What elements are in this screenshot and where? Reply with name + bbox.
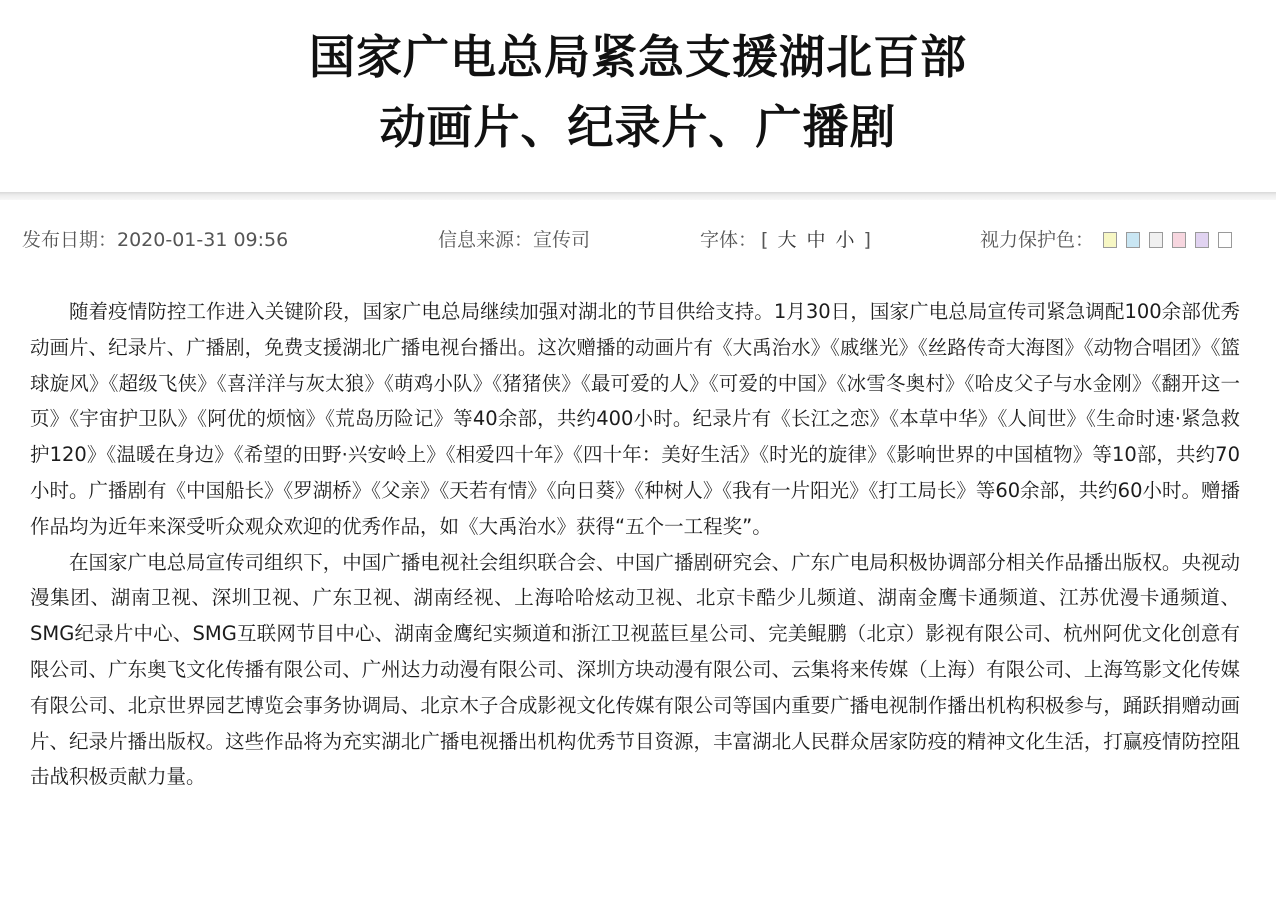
color-swatch-white[interactable]: [1218, 232, 1232, 248]
eye-protection-color-selector: [980, 222, 1232, 258]
font-bracket-close: ]: [863, 229, 871, 251]
title-line-1: 国家广电总局紧急支援湖北百部: [309, 30, 967, 84]
font-size-medium-button[interactable]: 中: [806, 229, 826, 251]
color-swatch-yellow[interactable]: [1103, 232, 1117, 248]
font-size-label: 字体：: [700, 229, 758, 251]
color-swatch-gray[interactable]: [1149, 232, 1163, 248]
publish-date: 发布日期：2020-01-31 09:56: [22, 229, 289, 251]
body-paragraph-1: 随着疫情防控工作进入关键阶段，国家广电总局继续加强对湖北的节目供给支持。1月30日，国家广电总局宣传司紧急调配100余部优秀动画片、纪录片、广播剧，免费支援湖北广播电视台播出。这次赠播的动画片有《大禹治水》《戚继光》《丝路传奇大海图》《动物合唱团》《篮球旋风》《超级飞侠》《喜洋洋与灰太狼》《萌鸡小队》《猪猪侠》《最可爱的人》《可爱的中国》《冰雪冬奥村》《哈皮父子与水金刚》《翻开这一页》《宇宙护卫队》《阿优的烦恼》《荒岛历险记》等40余部，共约400小时。纪录片有《长江之恋》《本草中华》《人间世》《生命时速·紧急救护120》《温暖在身边》《希望的田野·兴安岭上》《相爱四十年》《四十年：美好生活》《时光的旋律》《影响世界的中国植物》等10部，共约70小时。广播剧有《中国船长》《罗湖桥》《父亲》《天若有情》《向日葵》《种树人》《我有一片阳光》《打工局长》等60余部，共约60小时。赠播作品均为近年来深受听众观众欢迎的优秀作品，如《大禹治水》获得“五个一工程奖”。: [30, 300, 1240, 538]
color-swatch-pink[interactable]: [1172, 232, 1186, 248]
eye-protection-label: 视力保护色：: [980, 229, 1095, 251]
article-body: [30, 294, 1240, 795]
font-size-large-button[interactable]: 大: [777, 229, 797, 251]
body-paragraph-2: 在国家广电总局宣传司组织下，中国广播电视社会组织联合会、中国广播剧研究会、广东广电局积极协调部分相关作品播出版权。央视动漫集团、湖南卫视、深圳卫视、广东卫视、湖南经视、上海哈哈炫动卫视、北京卡酷少儿频道、湖南金鹰卡通频道、江苏优漫卡通频道、SMG纪录片中心、SMG互联网节目中心、湖南金鹰纪实频道和浙江卫视蓝巨星公司、完美鲲鹏（北京）影视有限公司、杭州阿优文化创意有限公司、广东奥飞文化传播有限公司、广州达力动漫有限公司、深圳方块动漫有限公司、云集将来传媒（上海）有限公司、上海笃影文化传媒有限公司、北京世界园艺博览会事务协调局、北京木子合成影视文化传媒有限公司等国内重要广播电视制作播出机构积极参与，踊跃捐赠动画片、纪录片播出版权。这些作品将为充实湖北广播电视播出机构优秀节目资源，丰富湖北人民群众居家防疫的精神文化生活，打赢疫情防控阻击战积极贡献力量。: [30, 550, 1240, 789]
info-source: 信息来源：宣传司: [438, 229, 591, 251]
title-divider: [0, 192, 1276, 200]
color-swatch-blue[interactable]: [1126, 232, 1140, 248]
font-size-small-button[interactable]: 小: [835, 229, 855, 251]
color-swatch-purple[interactable]: [1195, 232, 1209, 248]
article-title: [0, 22, 1276, 162]
font-bracket-open: [: [761, 229, 769, 251]
font-size-selector: [700, 222, 875, 258]
title-line-2: 动画片、纪录片、广播剧: [379, 100, 897, 154]
article-meta-bar: [0, 222, 1276, 258]
